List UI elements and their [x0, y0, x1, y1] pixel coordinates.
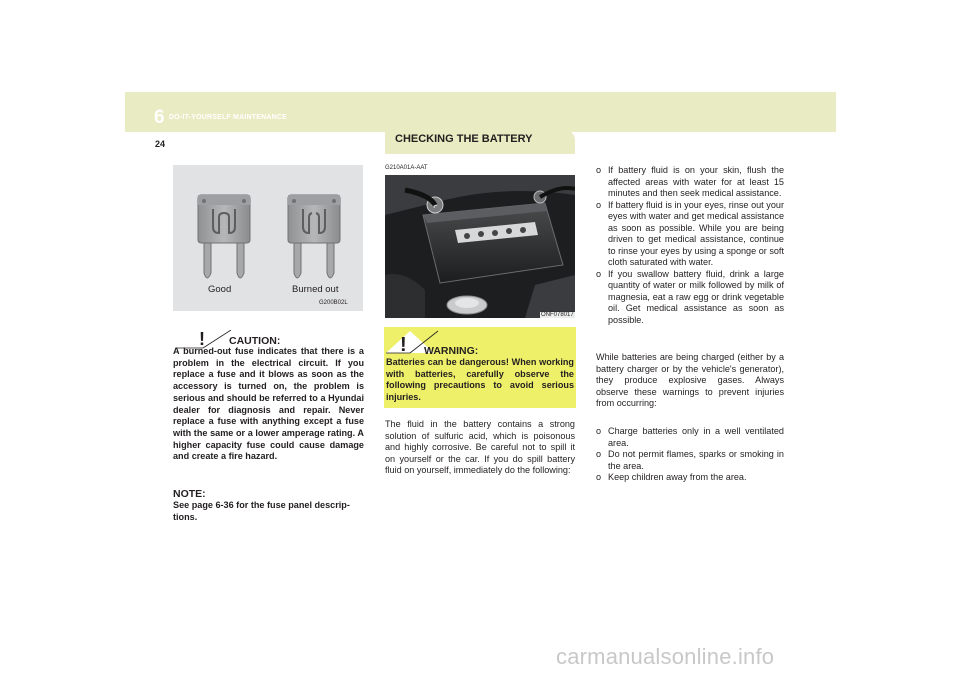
list-item: [596, 200, 784, 269]
fuse-label-burned: Burned out: [292, 284, 339, 295]
chapter-title: DO-IT-YOURSELF MAINTENANCE: [169, 114, 287, 121]
warning-title: WARNING:: [424, 345, 479, 357]
list-item-text: If battery fluid is in your eyes, rinse out your eyes with water and get medical assistance as soon as possible. While you are being driven to get medical assistance, continue to rinse your eyes by using a sponge or soft cloth saturated with water.: [608, 199, 784, 267]
caution-title: CAUTION:: [229, 335, 281, 347]
page-number: 24: [155, 139, 166, 149]
battery-fluid-paragraph: The fluid in the battery contains a strong solution of sulfuric acid, which is poisonous and highly corrosive. Be careful not to spill it on yourself or the car. If you do spill battery fluid on yourself, immediately do the following:: [385, 419, 575, 475]
charging-warnings-list: [596, 426, 784, 484]
svg-text:+: +: [431, 200, 438, 212]
charging-paragraph: While batteries are being charged (either by a battery charger or by the vehicle's generator), they produce explosive gases. Always observe these warnings to prevent injuries from occurring:: [596, 352, 784, 408]
chapter-number: 6: [154, 107, 165, 128]
bullet: o: [596, 165, 602, 175]
bullet: o: [596, 268, 602, 279]
list-item-text: Charge batteries only in a well ventilated area.: [608, 426, 784, 448]
burned-fuse: [288, 195, 340, 278]
list-item: [596, 449, 784, 472]
bullet: o: [596, 199, 602, 210]
header-band: [125, 92, 836, 132]
list-item: [596, 472, 784, 484]
warning-exclamation: !: [400, 334, 407, 356]
first-aid-list: [596, 165, 784, 326]
fuse-label-good: Good: [208, 284, 232, 295]
fuse-figure: [173, 165, 363, 311]
note-title: NOTE:: [173, 488, 206, 500]
list-item-text: Do not permit flames, sparks or smoking in the area.: [608, 449, 784, 471]
list-item: [596, 269, 784, 327]
section-title: CHECKING THE BATTERY: [395, 133, 533, 145]
list-item-text: Keep children away from the area.: [608, 472, 747, 482]
battery-photo-code: ONF078017: [541, 312, 574, 318]
caution-box: [173, 330, 365, 480]
battery-illustration: [385, 175, 575, 318]
watermark: carmanualsonline.info: [556, 644, 775, 669]
caution-exclamation: !: [199, 330, 205, 349]
bullet: o: [596, 472, 602, 482]
good-fuse: [198, 195, 250, 278]
warning-text: Batteries can be dangerous! When working with batteries, carefully observe the following precautions to avoid serious injuries.: [386, 357, 574, 402]
list-item-text: If you swallow battery fluid, drink a large quantity of water or milk followed by milk of magnesia, eat a raw egg or drink vegetable oil. Get medical assistance as soon as possible.: [608, 268, 784, 325]
fuse-figure-code: G200B02L: [319, 300, 348, 306]
caution-text: A burned-out fuse indicates that there is a problem in the electrical circuit. If you replace a fuse and it blows as soon as the accessory is turned on, the problem is serious and should be referred to a Hyundai dealer for diagnosis and repair. Never replace a fuse with anything except a fuse with the same or a lower amperage rating. A higher capacity fuse could cause damage and create a fire hazard.: [173, 346, 364, 462]
note-text: See page 6-36 for the fuse panel descrip-tions.: [173, 500, 350, 522]
list-item-text: If battery fluid is on your skin, flush the affected areas with water for at least 15 minutes and then seek medical assistance.: [608, 165, 784, 198]
list-item: [596, 165, 784, 200]
list-item: [596, 426, 784, 449]
bullet: o: [596, 449, 602, 459]
bullet: o: [596, 426, 602, 436]
photo-code-top: G210A01A-AAT: [385, 165, 428, 171]
battery-photo: [385, 175, 575, 318]
